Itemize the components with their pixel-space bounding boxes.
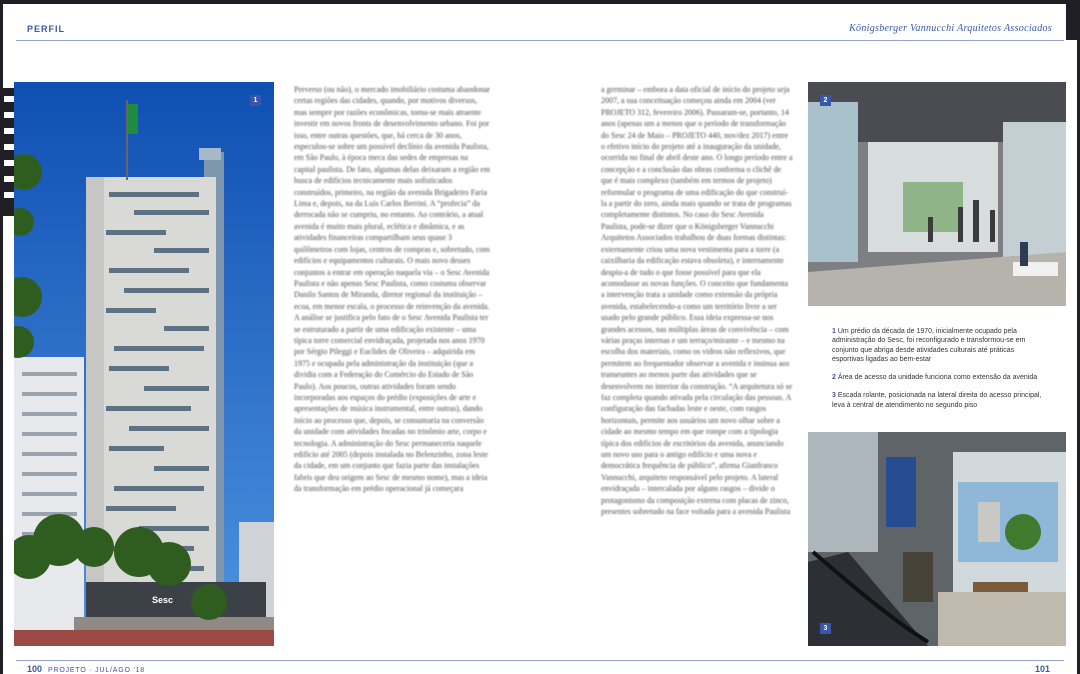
footer-rule	[16, 660, 1064, 661]
photo-captions	[832, 327, 1042, 419]
escalator-illustration	[808, 432, 1066, 646]
lobby-illustration	[808, 82, 1066, 306]
photo-tower	[14, 82, 274, 646]
body-column-1: Perverso (ou não), o mercado imobiliário costuma abandonar certas regiões das cidades, quando, por motivos diversos, mas sempre por razões econômicas, torna-se mais atraente investir em novos fronts de desenvolvimento urbano. Foi por isso, entre outras questões, que, há cerca de 30 anos, especulou-se sobre um possível declínio da avenida Paulista, em São Paulo, à época meca das sedes de empresas na capital paulista. De fato, algumas delas deixaram a região em busca de edifícios tecnicamente mais sofisticados construídos, primeiro, na região da avenida Brigadeiro Faria Lima e, depois, na da Luís Carlos Berrini. A “profecia” da derrocada não se cumpriu, no entanto. Ao contrário, a atual avenida é muito mais plural, eclética e dinâmica, e as atividades financeiras compartilham seus quase 3 quilômetros com lojas, centros de compras e, sobretudo, com edifícios e equipamentos culturais. O mais novo desses conjuntos a entrar em operação naquela via – o Sesc Avenida Paulista e não apenas Sesc Paulista, como costuma observar Danilo Santos de Miranda, diretor regional da instituição – ecoa, em menor escala, o processo de reinvenção da avenida. A análise se justifica pelo fato de o Sesc Avenida Paulista ter se estruturado a partir de uma edificação existente – uma típica torre comercial envidraçada, projetada nos anos 1970 por Sérgio Pileggi e Euclides de Oliveira – adquirida em 1975 e ocupada pela administração da instituição (que a dividia com a Federação do Comércio do Estado de São Paulo). Aos poucos, outras atividades foram sendo incorporadas aos espaços do prédio (exposições de arte e apresentações de música instrumental, entre outras), dando início ao processo que, depois, se consumaria na conversão da unidade com atividades focadas no trinômio arte, corpo e tecnologia. A administração do Sesc permaneceria naquele edifício até 2005 (depois instalada no Belenzinho, zona leste da cidade, em um conjunto que fazia parte das instalações fabris que deu origem ao Sesc de mesmo nome), mas a ideia da transformação em prédio operacional já começara	[294, 85, 491, 494]
photo-number-badge: 1	[250, 95, 261, 106]
caption-3: 3 Escada rolante, posicionada na lateral direita do acesso principal, leva à central de atendimento no segundo piso	[832, 392, 1042, 409]
photo-number-badge: 3	[820, 623, 831, 634]
caption-2: 2 Área de acesso da unidade funciona como extensão da avenida	[832, 374, 1038, 382]
magazine-issue: PROJETO · JUL/AGO '18	[48, 667, 146, 674]
section-label: PERFIL	[27, 24, 66, 34]
right-page-number: 101	[1034, 664, 1050, 674]
top-edge	[0, 0, 1080, 4]
photo-lobby	[808, 82, 1066, 306]
folio-left	[27, 664, 145, 674]
header-rule	[16, 40, 1064, 41]
sesc-sign: Sesc	[152, 595, 174, 605]
right-corner-block	[1066, 0, 1080, 40]
photo-escalator	[808, 432, 1066, 646]
tower-illustration	[14, 82, 274, 646]
caption-1: 1 Um prédio da década de 1970, inicialmente ocupado pela administração do Sesc, foi reconfigurado e transformou-se em conjunto que abriga desde atividades culturais até práticas esportivas ligadas ao bem-estar	[832, 328, 1026, 363]
firm-name: Königsberger Vannucchi Arquitetos Associados	[849, 23, 1052, 34]
body-column-2: a germinar – embora a data oficial de início do projeto seja 2007, a sua conceituação começou ainda em 2004 (ver PROJETO 312, fevereiro 2006). Passaram-se, portanto, 14 anos (apenas um a menos que o período de transformação do Sesc 24 de Maio – PROJETO 440, nov/dez 2017) entre o efetivo início do projeto até a inauguração da unidade, ocorrida no final de abril deste ano. O longo período entre a concepção e a conclusão das obras conforma o clichê de que é mais complexo (também em termos de projeto) reformular o programa de uma edificação do que construí-la a partir do zero, ainda mais quando se trata de programas completamente distintos. No caso do Sesc Avenida Paulista, pode-se dizer que o Königsberger Vannucchi Arquitetos Associados trabalhou de duas formas distintas: externamente criou uma nova vestimenta para a torre (a caixilharia da edificação estava obsoleta), e internamente despiu-a de tudo o que fosse possível para que ela acomodasse as novas funções. O conceito que fundamenta a intervenção trata a unidade como extensão da própria avenida, estabelecendo-a como um território livre a ser usado pelo grande público. Essa ideia expressa-se nos grandes acessos, nas múltiplas áreas de convivência – com várias praças internas e um terraço/mirante – e mesmo na escolha dos materiais, como os vidros não reflexivos, que permitem ao frequentador observar a avenida e insinua aos transeuntes ao menos parte das atividades que se desenvolvem no interior da construção. “A arquitetura só se faz completa quando ativada pela circulação das pessoas. A configuração das fachadas leste e oeste, com rasgos horizontais, permite aos usuários um novo olhar sobre a cidade ao mesmo tempo em que rompe com a tipologia típica dos edifícios de escritórios da avenida, anunciando um novo uso para o antigo edifício e uma nova e democrática frequência de público”, afirma Gianfranco Vannucchi, arquiteto responsável pelo projeto. A lateral envidraçada – intercalada por alguns rasgos – divide o protagonismo da composição externa com placas de zinco, presentes sobretudo na face voltada para a avenida Paulista	[601, 85, 793, 517]
photo-number-badge: 2	[820, 95, 831, 106]
left-page-number: 100	[27, 664, 43, 674]
